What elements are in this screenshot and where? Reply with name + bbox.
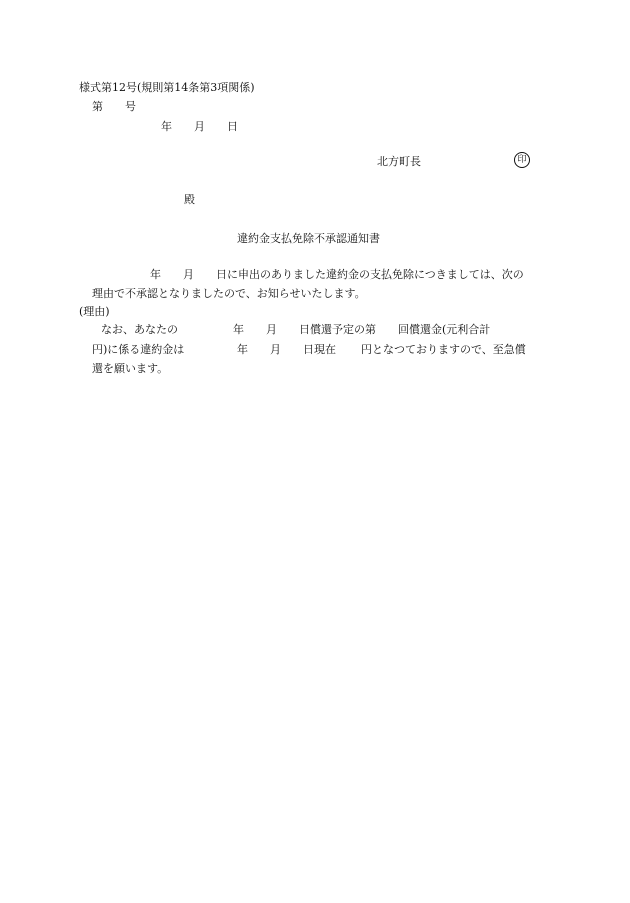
body-paragraph-2-line-1-b: 年 月 日償還予定の第 回償還金(元利合計 xyxy=(233,323,491,336)
body-paragraph-2-line-2-c: 円となつておりますので、至急償 xyxy=(361,343,526,356)
sender-name: 北方町長 xyxy=(377,155,421,168)
body-paragraph-2-line-1-a: なお、あなたの xyxy=(101,323,178,336)
body-paragraph-1-line-2: 理由で不承認となりましたので、お知らせいたします。 xyxy=(92,287,366,300)
issue-date: 年 月 日 xyxy=(161,120,238,133)
document-title: 違約金支払免除不承認通知書 xyxy=(237,232,380,245)
seal-icon: 印 xyxy=(514,152,530,168)
body-paragraph-2-line-3: 還を願います。 xyxy=(92,362,169,375)
reason-label: (理由) xyxy=(79,305,110,318)
body-paragraph-2-line-2-a: 円)に係る違約金は xyxy=(92,343,185,356)
form-number: 様式第12号(規則第14条第3項関係) xyxy=(79,81,255,94)
body-paragraph-2-line-2-b: 年 月 日現在 xyxy=(237,343,336,356)
document-number: 第 号 xyxy=(92,100,136,113)
addressee-honorific: 殿 xyxy=(184,193,195,206)
body-paragraph-1-line-1: 年 月 日に申出のありました違約金の支払免除につきましては、次の xyxy=(150,268,524,281)
